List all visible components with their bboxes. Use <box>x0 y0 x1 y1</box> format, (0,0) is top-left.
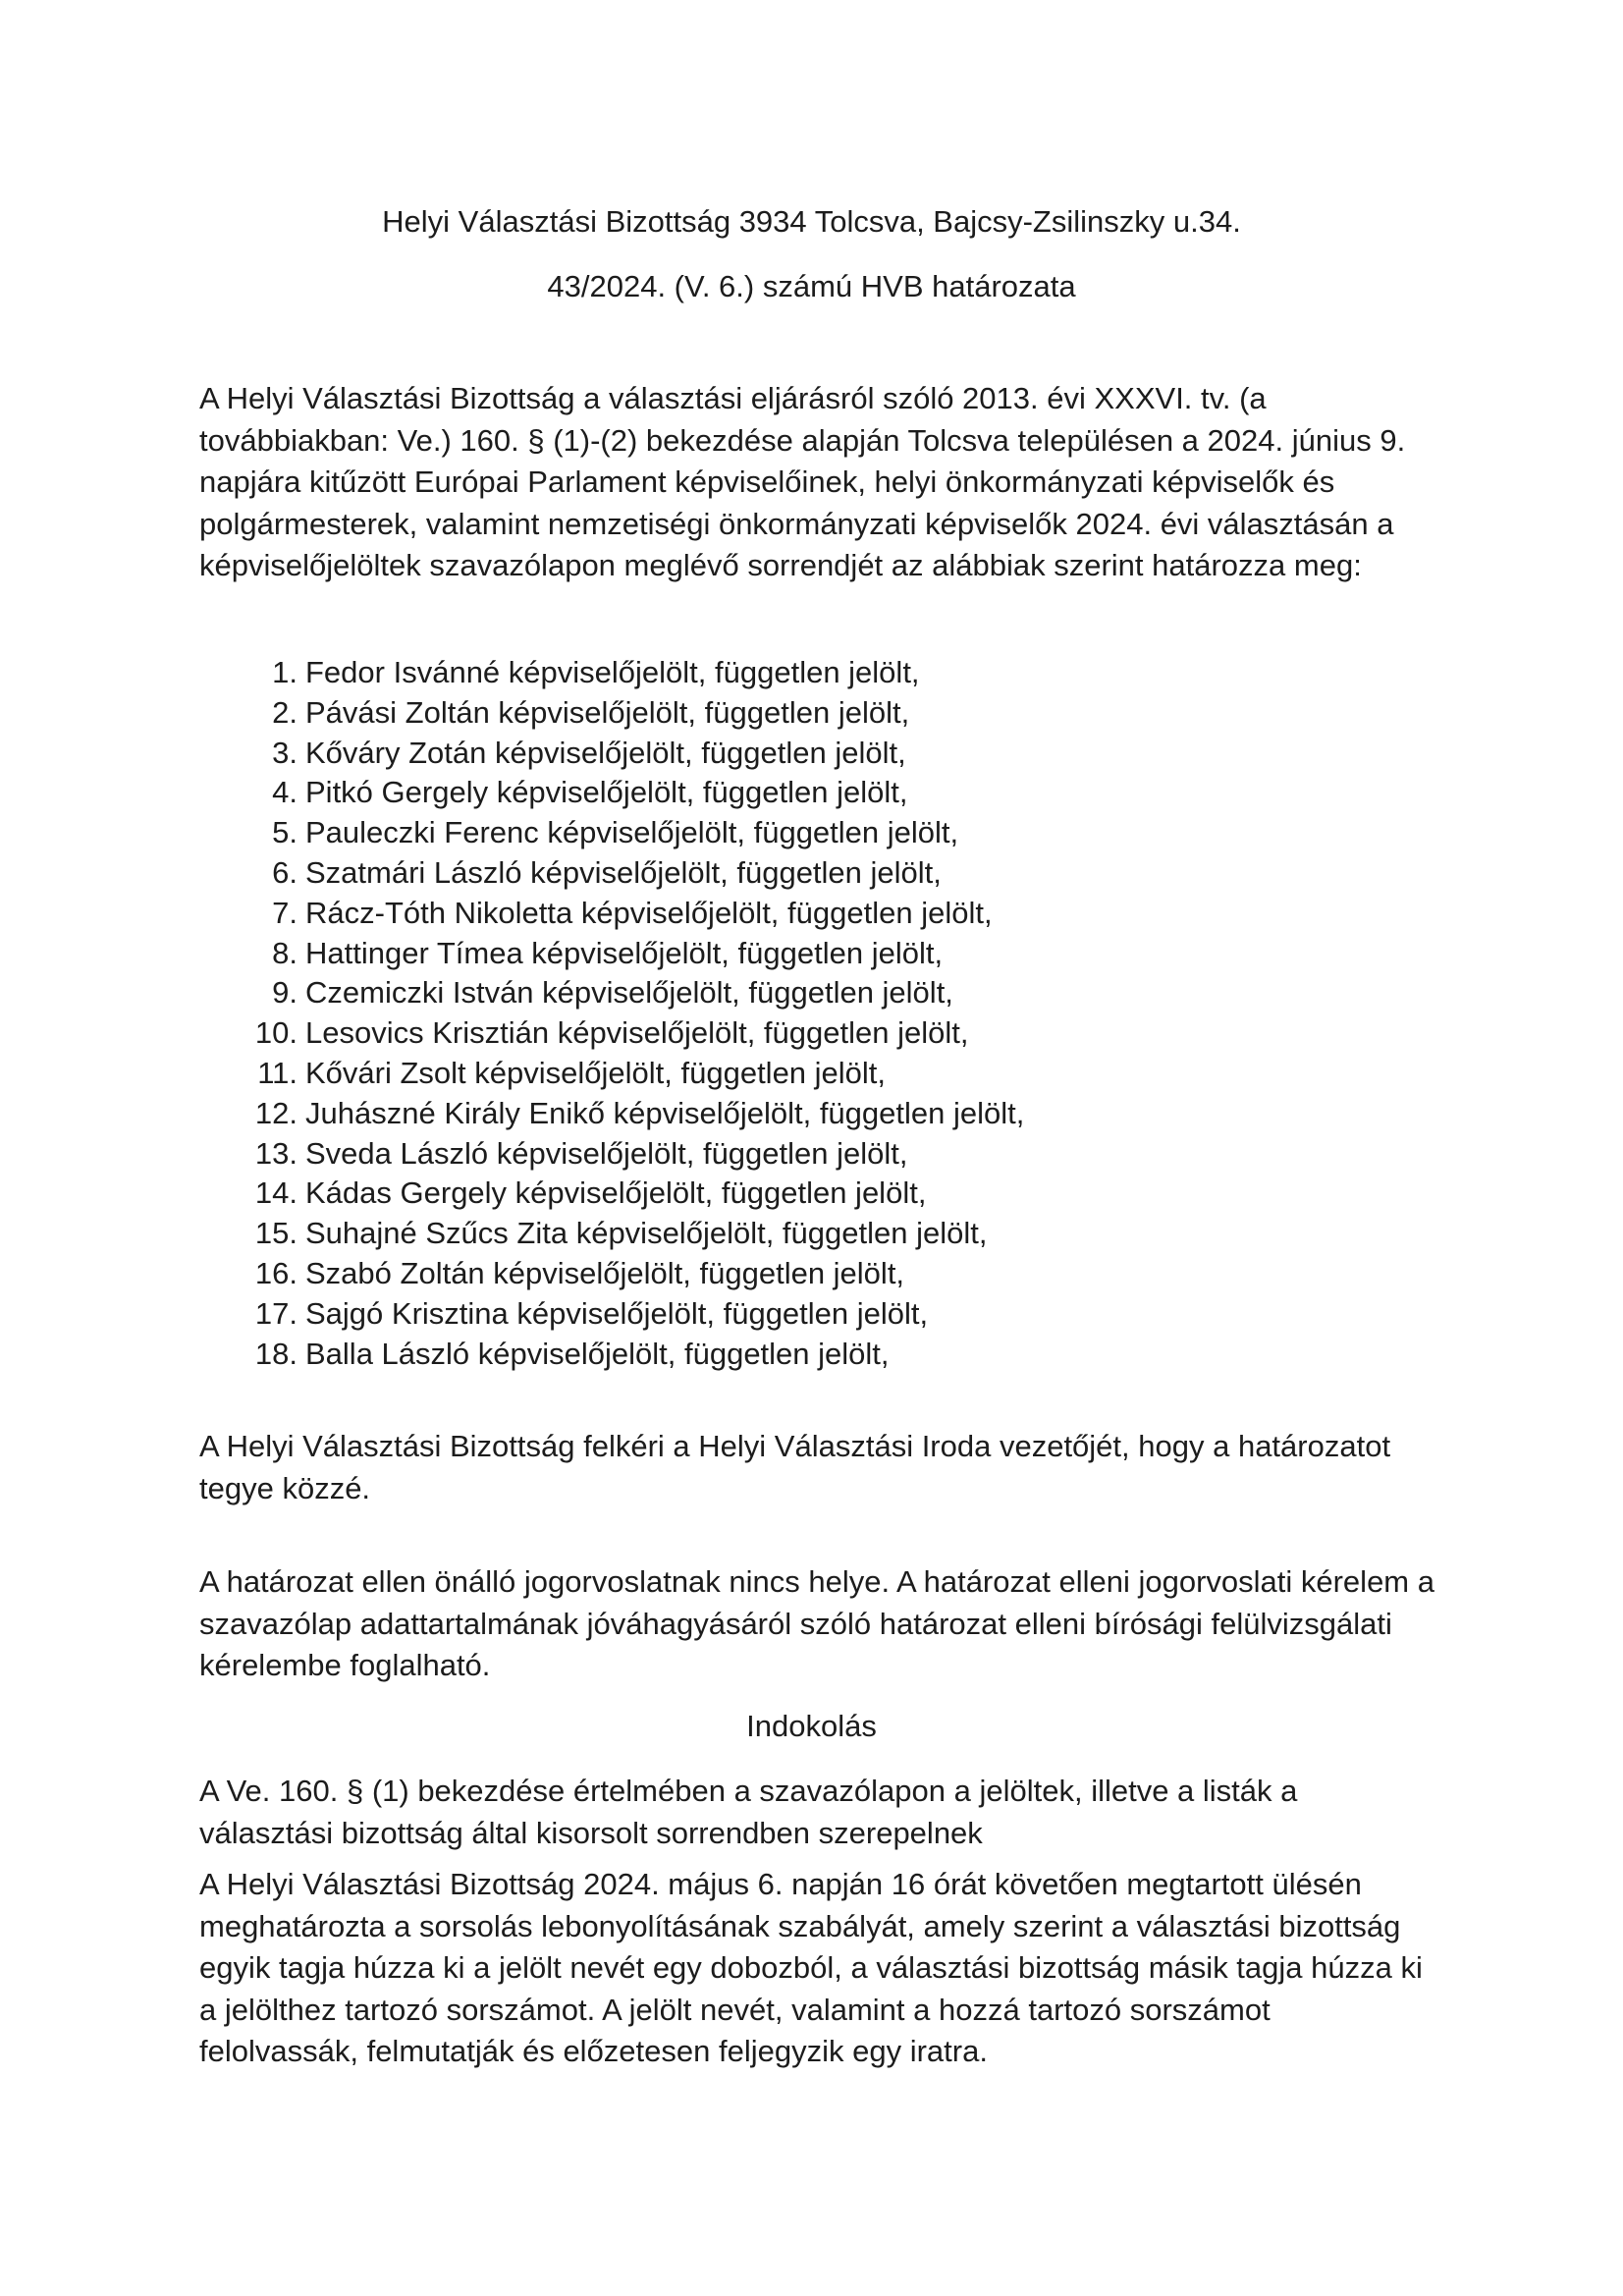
list-item <box>236 934 1024 974</box>
reasoning-paragraph-2: A Helyi Választási Bizottság 2024. május 6. napján 16 órát követően megtartott ülésén meghatározta a sorsolás lebonyolításának szabályát, amely szerint a választási bizottság egyik tagja húzza ki a jelölt nevét egy dobozból, a választási bizottság másik tagja húzza ki a jelölthez tartozó sorszámot. A jelölt nevét, valamint a hozzá tartozó sorszámot felolvassák, felmutatják és előzetesen feljegyzik egy iratra. <box>199 1867 1423 2069</box>
list-item-number: 16. <box>254 1255 298 1290</box>
list-item-text: Sveda László képviselőjelölt, független jelölt, <box>305 1135 908 1171</box>
list-item-number: 8. <box>272 935 298 970</box>
list-item <box>236 1013 1024 1054</box>
list-item <box>236 1174 1024 1214</box>
list-item-number: 2. <box>272 694 298 730</box>
list-item-text: Kádas Gergely képviselőjelölt, független jelölt, <box>305 1175 927 1211</box>
list-item-number: 14. <box>254 1175 298 1211</box>
list-item <box>236 773 1024 813</box>
list-item <box>236 813 1024 853</box>
list-item-number: 10. <box>254 1015 298 1051</box>
resolution-title: 43/2024. (V. 6.) számú HVB határozata <box>547 269 1076 303</box>
list-item-number: 11. <box>257 1055 298 1090</box>
list-item-text: Hattinger Tímea képviselőjelölt, független jelölt, <box>305 935 944 970</box>
list-item <box>236 1214 1024 1254</box>
list-item <box>236 853 1024 894</box>
list-item <box>236 1254 1024 1294</box>
list-item-number: 5. <box>272 815 298 850</box>
list-item <box>236 1294 1024 1335</box>
intro-paragraph: A Helyi Választási Bizottság a választási eljárásról szóló 2013. évi XXXVI. tv. (a továbbiakban: Ve.) 160. § (1)-(2) bekezdése alapján Tolcsva településen a 2024. június 9. napjára kitűzött Európai Parlament képviselőinek, helyi önkormányzati képviselők és polgármesterek, valamint nemzetiségi önkormányzati képviselők 2024. évi választásán a képviselőjelöltek szavazólapon meglévő sorrendjét az alábbiak szerint határozza meg: <box>199 381 1406 583</box>
list-item-number: 3. <box>272 735 298 770</box>
list-item <box>236 1134 1024 1175</box>
list-item-text: Juhászné Király Enikő képviselőjelölt, független jelölt, <box>305 1095 1025 1130</box>
list-item-text: Lesovics Krisztián képviselőjelölt, független jelölt, <box>305 1015 969 1051</box>
list-item-number: 15. <box>254 1216 298 1251</box>
list-item <box>236 894 1024 934</box>
list-item-number: 7. <box>272 895 298 930</box>
list-item-number: 4. <box>272 775 298 810</box>
list-item-text: Pitkó Gergely képviselőjelölt, független jelölt, <box>305 775 908 810</box>
list-item <box>236 734 1024 774</box>
list-item-number: 18. <box>254 1336 298 1371</box>
list-item-text: Szabó Zoltán képviselőjelölt, független jelölt, <box>305 1255 905 1290</box>
list-item <box>236 693 1024 734</box>
list-item-text: Rácz-Tóth Nikoletta képviselőjelölt, független jelölt, <box>305 895 993 930</box>
reasoning-paragraph-1: A Ve. 160. § (1) bekezdése értelmében a szavazólapon a jelöltek, illetve a listák a választási bizottság által kisorsolt sorrendben szerepelnek <box>199 1774 1298 1850</box>
list-item <box>236 1094 1024 1134</box>
list-item-text: Kőváry Zotán képviselőjelölt, független jelölt, <box>305 735 906 770</box>
list-item-text: Czemiczki István képviselőjelölt, független jelölt, <box>305 975 953 1011</box>
list-item-text: Balla László képviselőjelölt, független jelölt, <box>305 1336 890 1371</box>
committee-address-header: Helyi Választási Bizottság 3934 Tolcsva, Bajcsy-Zsilinszky u.34. <box>382 204 1241 239</box>
list-item <box>236 1054 1024 1094</box>
candidate-list <box>236 653 1024 1374</box>
list-item <box>236 653 1024 693</box>
list-item-text: Sajgó Krisztina képviselőjelölt, független jelölt, <box>305 1295 929 1331</box>
list-item-text: Fedor Isvánné képviselőjelölt, független jelölt, <box>305 655 920 689</box>
list-item-text: Kővári Zsolt képviselőjelölt, független jelölt, <box>305 1055 887 1090</box>
list-item-text: Pauleczki Ferenc képviselőjelölt, független jelölt, <box>305 815 959 850</box>
legal-remedy-paragraph: A határozat ellen önálló jogorvoslatnak nincs helye. A határozat elleni jogorvoslati kérelem a szavazólap adattartalmának jóváhagyásáról szóló határozat elleni bírósági felülvizsgálati kérelembe foglalható. <box>199 1564 1434 1683</box>
reasoning-heading: Indokolás <box>746 1709 877 1743</box>
list-item-number: 9. <box>272 975 298 1011</box>
publication-request-paragraph: A Helyi Választási Bizottság felkéri a Helyi Választási Iroda vezetőjét, hogy a határozatot tegye közzé. <box>199 1429 1391 1505</box>
list-item-number: 6. <box>272 854 298 890</box>
list-item-number: 1. <box>272 655 298 689</box>
list-item-number: 13. <box>254 1135 298 1171</box>
list-item <box>236 973 1024 1013</box>
list-item-text: Szatmári László képviselőjelölt, független jelölt, <box>305 854 942 890</box>
list-item-text: Pávási Zoltán képviselőjelölt, független jelölt, <box>305 694 910 730</box>
list-item-number: 12. <box>254 1095 298 1130</box>
list-item <box>236 1335 1024 1375</box>
list-item-number: 17. <box>254 1295 298 1331</box>
list-item-text: Suhajné Szűcs Zita képviselőjelölt, független jelölt, <box>305 1216 988 1251</box>
